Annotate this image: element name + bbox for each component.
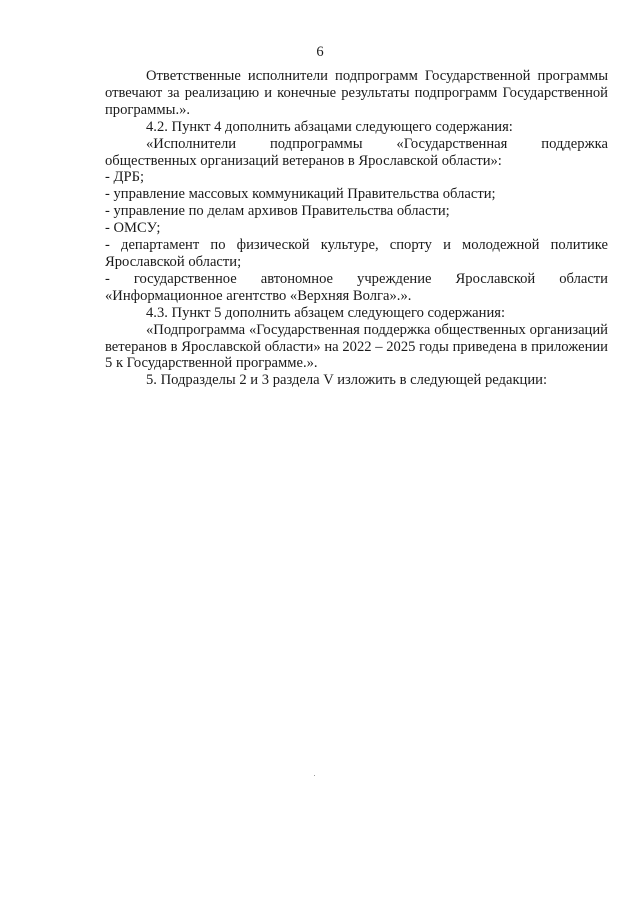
document-body [105, 68, 608, 389]
paragraph-responsible-executors: Ответственные исполнители подпрограмм Государственной программы отвечают за реализацию и конечные результаты подпрограмм Государственной программы.». [105, 68, 608, 118]
paragraph-item-4-3: 4.3. Пункт 5 дополнить абзацем следующего содержания: [146, 304, 506, 321]
paragraph-executors-quote: «Исполнители подпрограммы «Государственная поддержка общественных организаций ветеранов в Ярославской области»: [105, 135, 608, 169]
list-item-news-agency: - государственное автономное учреждение Ярославской области «Информационное агентство «Верхняя Волга».». [105, 270, 608, 304]
paragraph-subprogram-quote: «Подпрограмма «Государственная поддержка общественных организаций ветеранов в Ярославской области» на 2022 – 2025 годы приведена в приложении 5 к Государственной программе.». [105, 321, 608, 372]
list-item-mass-communications: - управление массовых коммуникаций Правительства области; [105, 186, 496, 203]
page-number: 6 [316, 44, 324, 60]
paragraph-item-5: 5. Подразделы 2 и 3 раздела V изложить в следующей редакции: [146, 372, 548, 389]
paragraph-item-4-2: 4.2. Пункт 4 дополнить абзацами следующего содержания: [146, 118, 513, 135]
scan-speck [314, 775, 315, 776]
list-item-sports-department: - департамент по физической культуре, спорту и молодежной политике Ярославской области; [105, 237, 608, 270]
list-item-drb: - ДРБ; [105, 169, 145, 186]
list-item-archives: - управление по делам архивов Правительства области; [105, 203, 450, 220]
list-item-omsu: - ОМСУ; [105, 220, 161, 237]
